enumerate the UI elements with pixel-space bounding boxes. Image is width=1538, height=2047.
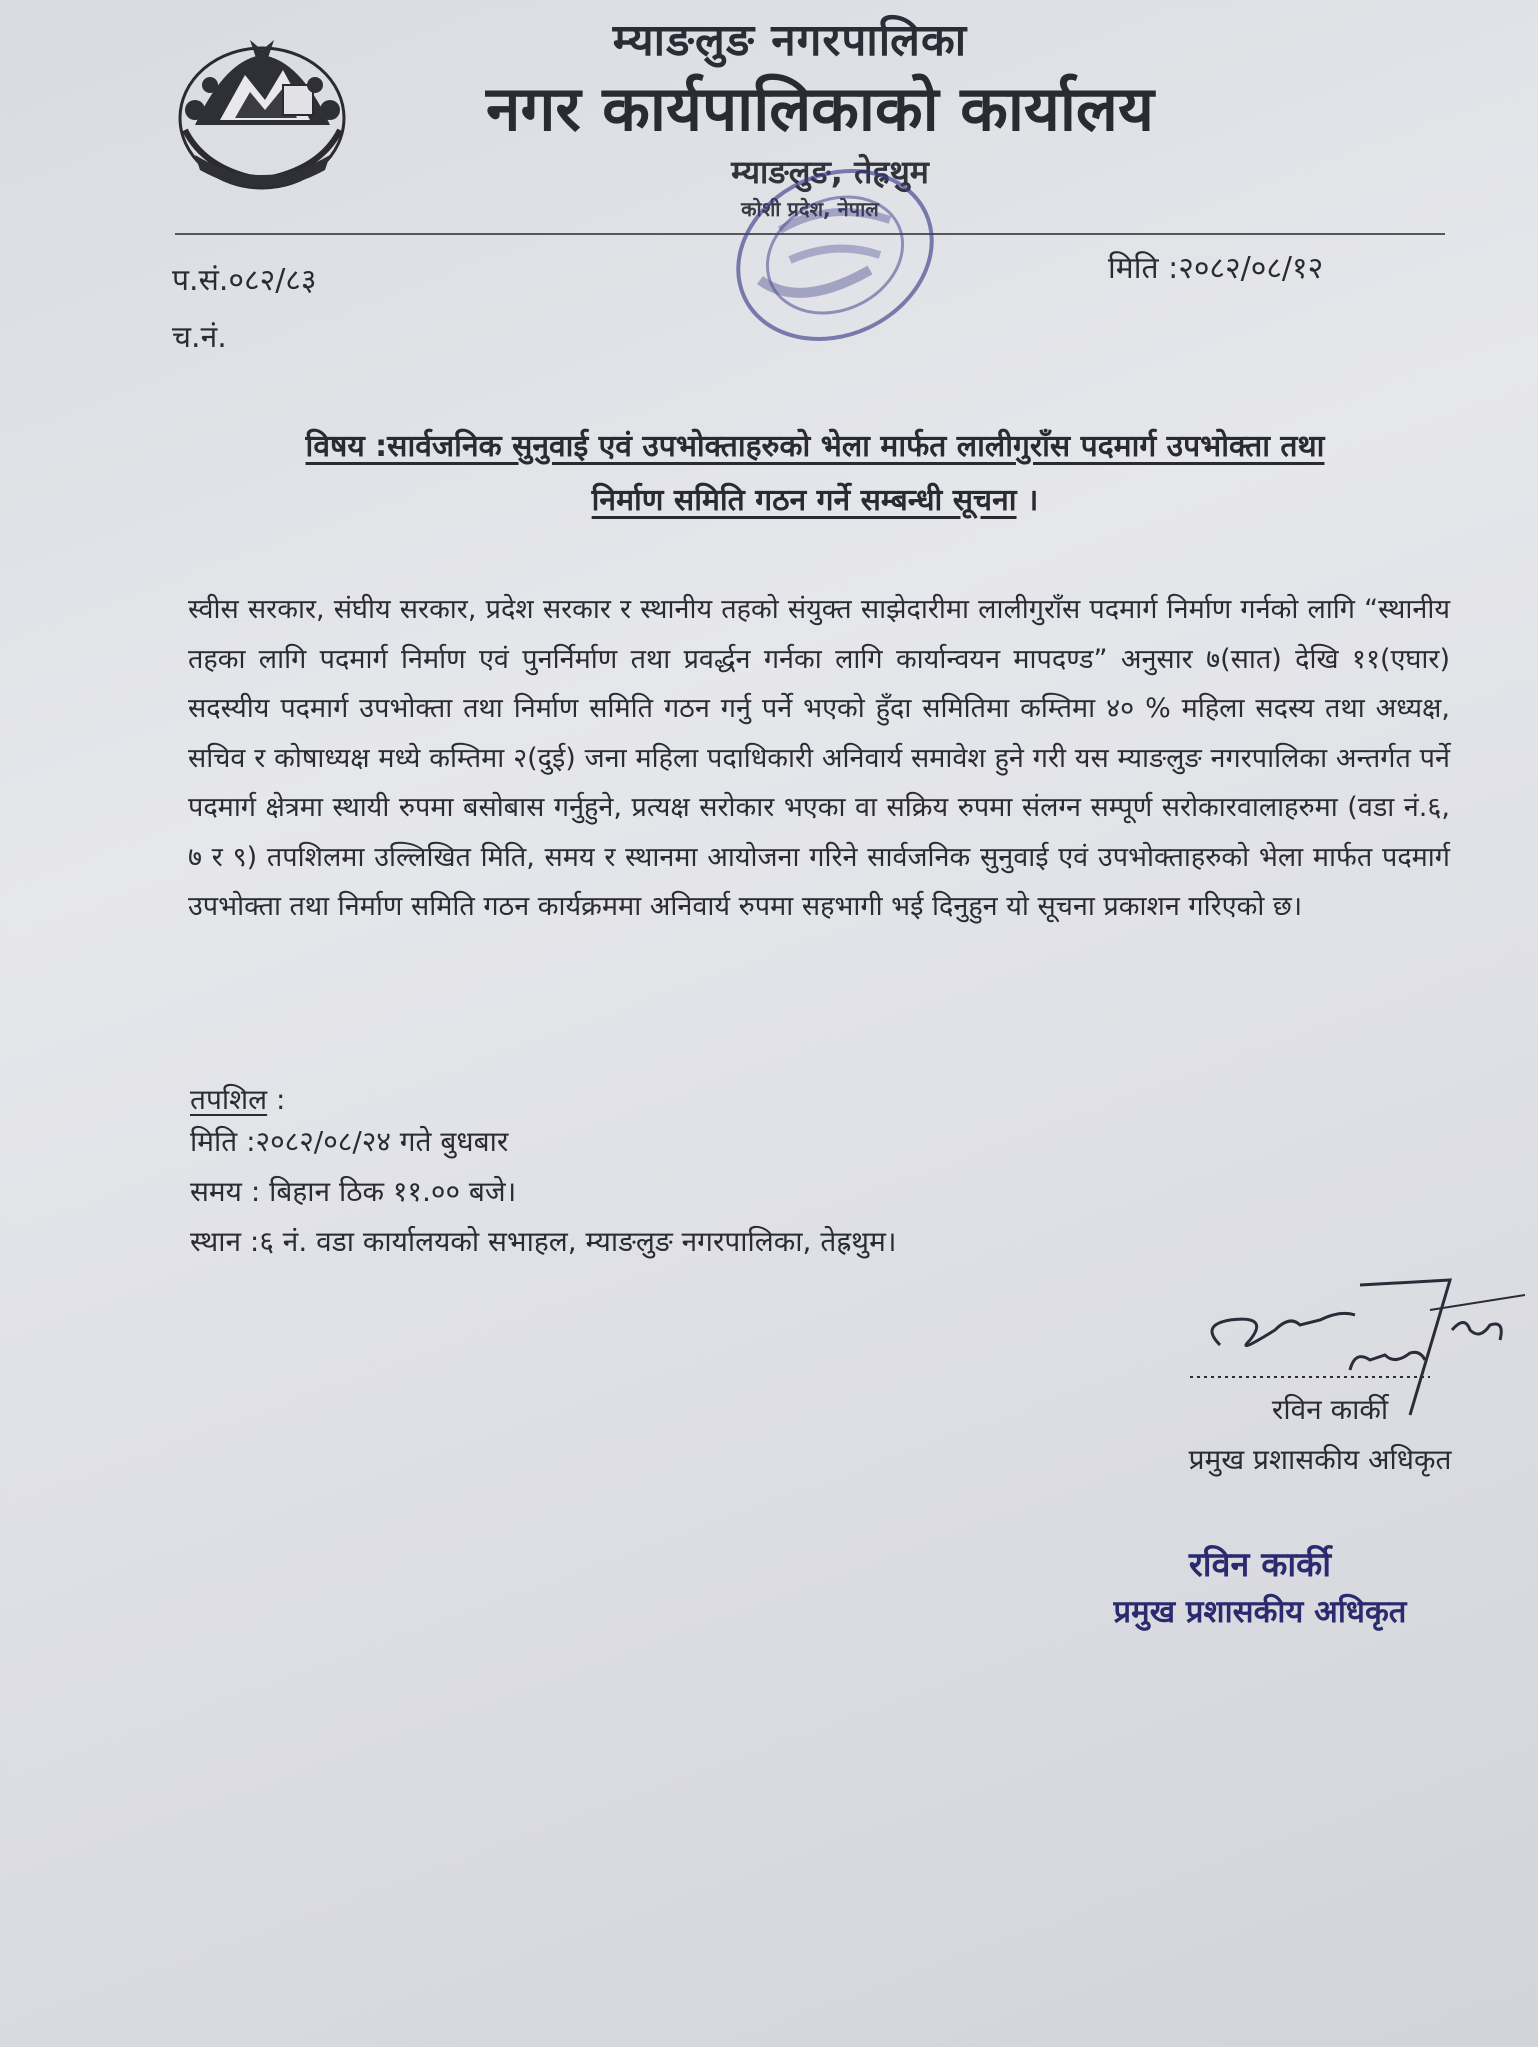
schedule-time: समय : बिहान ठिक ११.०० बजे। [190,1175,517,1208]
notice-body: स्वीस सरकार, संघीय सरकार, प्रदेश सरकार र स्थानीय तहको संयुक्त साझेदारीमा लालीगुराँस पदमार्ग निर्माण गर्नको लागि “स्थानीय तहका लागि पदमार्ग निर्माण एवं पुनर्निर्माण तथा प्रवर्द्धन गर्नका लागि कार्यान्वयन मापदण्ड” अनुसार ७(सात) देखि ११(एघार) सदस्यीय पदमार्ग उपभोक्ता तथा निर्माण समिति गठन गर्नु पर्ने भएको हुँदा समितिमा कम्तिमा ४० % महिला सदस्य तथा अध्यक्ष, सचिव र कोषाध्यक्ष मध्ये कम्तिमा २(दुई) जना महिला पदाधिकारी अनिवार्य समावेश हुने गरी यस म्याङलुङ नगरपालिका अन्तर्गत पर्ने पदमार्ग क्षेत्रमा स्थायी रुपमा बसोबास गर्नुहुने, प्रत्यक्ष सरोकार भएका वा सक्रिय रुपमा संलग्न सम्पूर्ण सरोकारवालाहरुमा (वडा नं.६, ७ र ९) तपशिलमा उल्लिखित मिति, समय र स्थानमा आयोजना गरिने सार्वजनिक सुनुवाई एवं उपभोक्ताहरुको भेला मार्फत पदमार्ग उपभोक्ता तथा निर्माण समिति गठन कार्यक्रममा अनिवार्य रुपमा सहभागी भई दिनुहुन यो सूचना प्रकाशन गरिएको छ। [188,594,1450,922]
letter-date: मिति :२०८२/०८/१२ [1108,251,1324,286]
official-seal-icon [720,160,950,350]
signatory-name: रविन कार्की [1271,1393,1389,1426]
office-name: नगर कार्यपालिकाको कार्यालय [486,72,1154,145]
reference-number: प.सं.०८२/८३ [172,263,317,298]
schedule-title: तपशिल [190,1083,268,1116]
schedule-heading [190,1080,285,1118]
dispatch-number: च.नं. [172,320,227,355]
signatory-title: प्रमुख प्रशासकीय अधिकृत [1188,1443,1452,1476]
nepal-emblem-icon [165,30,360,200]
municipality-name: म्याङलुङ नगरपालिका [612,15,968,66]
subject-end-mark: । [1026,483,1039,518]
subject-line-1: विषय :सार्वजनिक सुनुवाई एवं उपभोक्ताहरुको भेला मार्फत लालीगुराँस पदमार्ग उपभोक्ता तथा [305,429,1325,464]
stamp-title: प्रमुख प्रशासकीय अधिकृत [1113,1594,1407,1630]
schedule-title-suffix: : [267,1083,286,1116]
schedule-date: मिति :२०८२/०८/२४ गते बुधबार [190,1125,509,1158]
subject-line-2: निर्माण समिति गठन गर्ने सम्बन्धी सूचना [591,483,1017,518]
schedule-place: स्थान :६ नं. वडा कार्यालयको सभाहल, म्याङलुङ नगरपालिका, तेह्रथुम। [190,1225,897,1258]
stamp-name: रविन कार्की [1188,1545,1332,1585]
office-location: म्याङलुङ, तेह्रथुम [731,153,929,191]
subject [200,420,1430,528]
office-province: कोशी प्रदेश, नेपाल [741,197,879,221]
